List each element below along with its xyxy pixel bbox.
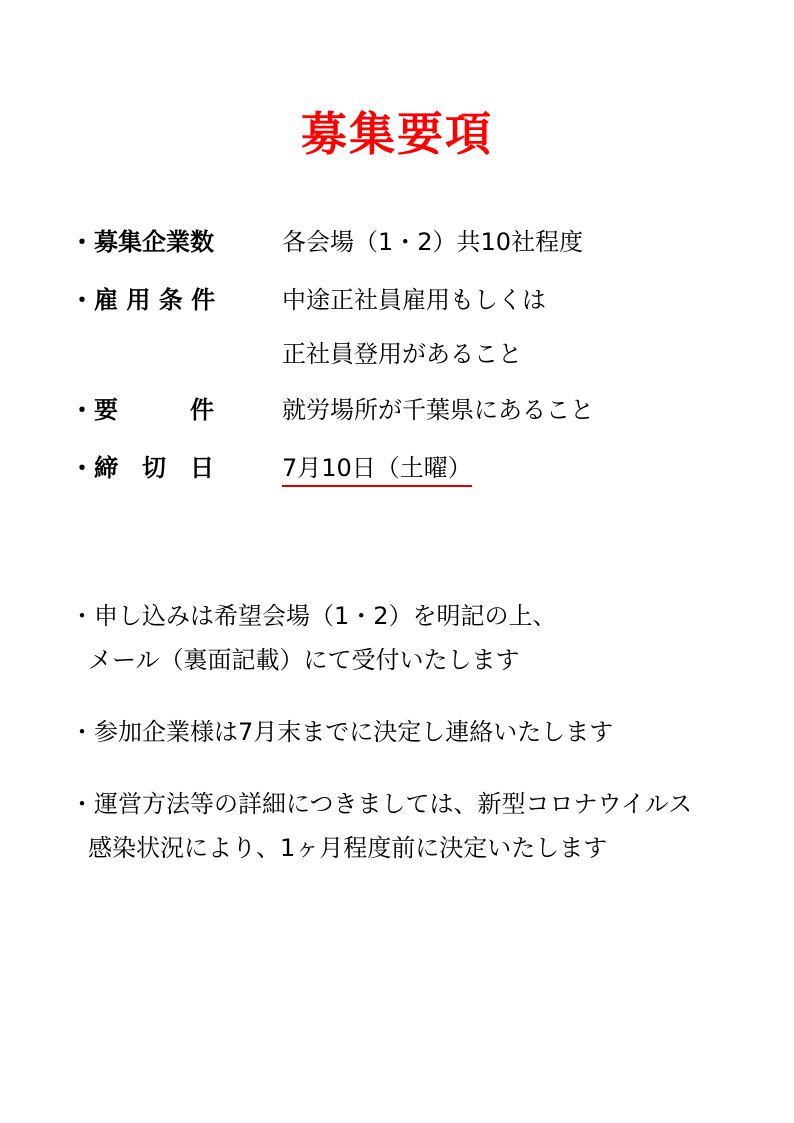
condition-value-companies: 各会場（1・2）共10社程度 bbox=[282, 228, 584, 256]
page-title: 募集要項 bbox=[301, 107, 493, 161]
divider-top bbox=[76, 548, 718, 556]
condition-value-requirements: 就労場所が千葉県にあること bbox=[282, 396, 594, 424]
condition-label-deadline: ・締 切 日 bbox=[70, 454, 214, 482]
condition-label-requirements: ・要 件 bbox=[70, 396, 214, 424]
note-decision-line1: ・参加企業様は7月末までに決定し連絡いたします bbox=[70, 718, 614, 746]
note-operation-line1: ・運営方法等の詳細につきましては、新型コロナウイルス bbox=[70, 790, 693, 818]
note-application-line1: ・申し込みは希望会場（1・2）を明記の上、 bbox=[70, 602, 557, 630]
note-operation-line2: 感染状況により、1ヶ月程度前に決定いたします bbox=[88, 834, 608, 862]
note-application-line2: メール（裏面記載）にて受付いたします bbox=[88, 646, 520, 674]
divider-bottom bbox=[76, 908, 718, 916]
condition-value-employment: 中途正社員雇用もしくは bbox=[282, 286, 546, 314]
condition-label-companies: ・募集企業数 bbox=[70, 228, 214, 256]
wavy-line bbox=[76, 915, 718, 916]
condition-value-deadline bbox=[282, 452, 472, 487]
deadline-date: 7月10日（土曜） bbox=[282, 452, 472, 487]
wavy-line bbox=[76, 555, 718, 556]
condition-label-employment: ・雇 用 条 件 bbox=[70, 286, 216, 314]
condition-value-employment-line2: 正社員登用があること bbox=[282, 340, 522, 368]
